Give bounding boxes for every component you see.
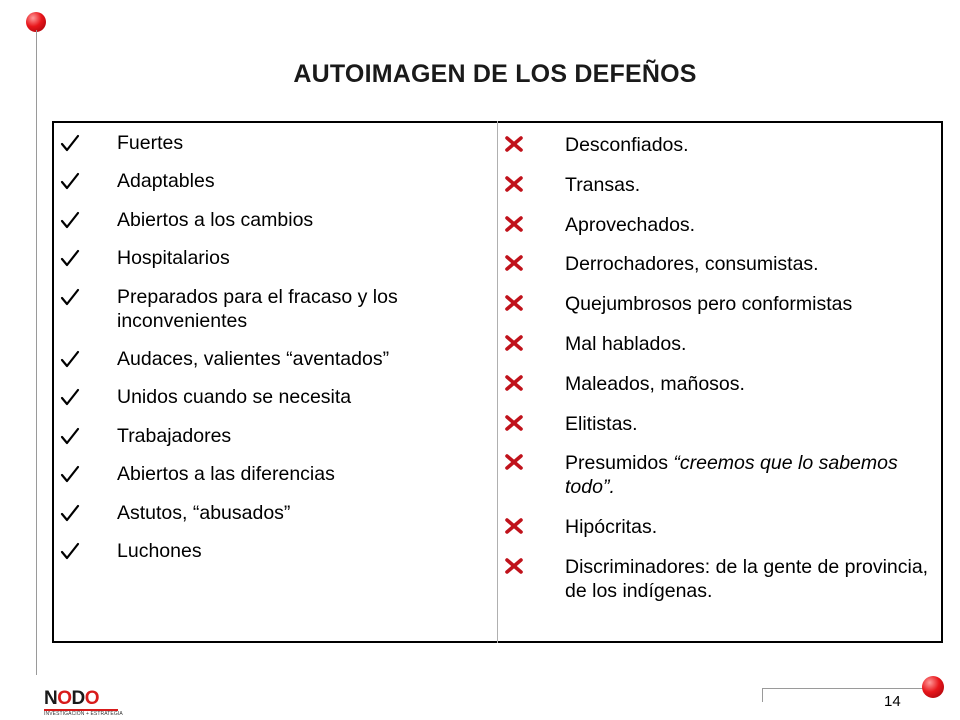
negative-trait-item	[505, 332, 935, 356]
column-divider	[497, 121, 498, 643]
trait-emphasis-text: “creemos que lo sabemos todo”.	[565, 452, 898, 499]
trait-text: Desconfiados.	[565, 134, 689, 156]
logo-wordmark: NODO	[44, 688, 100, 709]
check-icon	[60, 541, 80, 561]
check-icon	[60, 349, 80, 369]
nodo-logo	[44, 688, 123, 717]
negative-trait-item	[505, 412, 935, 436]
negative-trait-item	[505, 451, 935, 499]
cross-icon	[505, 375, 523, 391]
check-icon	[60, 464, 80, 484]
cross-icon	[505, 255, 523, 271]
check-icon	[60, 503, 80, 523]
red-dot-decoration-bottom	[922, 676, 944, 698]
page-number: 14	[884, 693, 901, 710]
cross-icon	[505, 176, 523, 192]
positive-trait-item	[60, 385, 490, 409]
trait-text: Derrochadores, consumistas.	[565, 253, 819, 276]
positive-trait-item	[60, 462, 490, 486]
red-dot-decoration	[26, 12, 46, 32]
trait-text: Audaces, valientes “aventados”	[117, 347, 390, 370]
trait-text: Unidos cuando se necesita	[117, 386, 352, 409]
positive-trait-item	[60, 539, 490, 563]
trait-text: Hospitalarios	[117, 247, 230, 270]
trait-text: Quejumbrosos pero conformistas	[565, 293, 853, 316]
negative-trait-item	[505, 133, 935, 157]
positive-trait-item	[60, 424, 490, 448]
trait-text: Abiertos a las diferencias	[117, 463, 335, 486]
trait-text: Presumidos	[565, 452, 674, 475]
positive-trait-item	[60, 285, 490, 333]
cross-icon	[505, 216, 523, 232]
trait-text: Luchones	[117, 539, 202, 562]
trait-text: Preparados para el fracaso y los inconvenientes	[117, 285, 398, 332]
trait-text: Hipócritas.	[565, 516, 658, 539]
trait-text: Aprovechados.	[565, 213, 696, 236]
positive-traits-list	[60, 131, 490, 577]
check-icon	[60, 387, 80, 407]
cross-icon	[505, 454, 523, 470]
check-icon	[60, 210, 80, 230]
trait-text: Transas.	[565, 173, 641, 196]
check-icon	[60, 287, 80, 307]
trait-text: Discriminadores: de la gente de provincia, de los indígenas.	[565, 555, 929, 602]
trait-text: Adaptables	[117, 170, 215, 193]
negative-trait-item	[505, 292, 935, 316]
cross-icon	[505, 295, 523, 311]
trait-text: Trabajadores	[117, 424, 232, 447]
positive-trait-item	[60, 246, 490, 270]
bottom-guide-tick	[762, 688, 763, 702]
trait-text: Astutos, “abusados”	[117, 501, 291, 524]
trait-text: Fuertes	[117, 132, 184, 154]
positive-trait-item	[60, 131, 490, 155]
cross-icon	[505, 558, 523, 574]
cross-icon	[505, 415, 523, 431]
positive-trait-item	[60, 169, 490, 193]
slide-title: AUTOIMAGEN DE LOS DEFEÑOS	[293, 60, 697, 88]
negative-trait-item	[505, 555, 935, 603]
logo-tagline: INVESTIGACIÓN + ESTRATEGIA	[44, 711, 123, 717]
negative-trait-item	[505, 372, 935, 396]
positive-trait-item	[60, 208, 490, 232]
left-guide-line	[36, 30, 37, 675]
cross-icon	[505, 518, 523, 534]
trait-text: Maleados, mañosos.	[565, 372, 745, 395]
cross-icon	[505, 335, 523, 351]
cross-icon	[505, 136, 523, 152]
trait-text: Mal hablados.	[565, 332, 687, 355]
check-icon	[60, 133, 80, 153]
bottom-guide-line	[762, 688, 924, 689]
check-icon	[60, 171, 80, 191]
check-icon	[60, 248, 80, 268]
positive-trait-item	[60, 501, 490, 525]
check-icon	[60, 426, 80, 446]
negative-traits-list	[505, 133, 935, 619]
trait-text: Abiertos a los cambios	[117, 208, 314, 231]
positive-trait-item	[60, 347, 490, 371]
negative-trait-item	[505, 515, 935, 539]
negative-trait-item	[505, 173, 935, 197]
trait-text: Elitistas.	[565, 412, 638, 435]
negative-trait-item	[505, 252, 935, 276]
negative-trait-item	[505, 213, 935, 237]
